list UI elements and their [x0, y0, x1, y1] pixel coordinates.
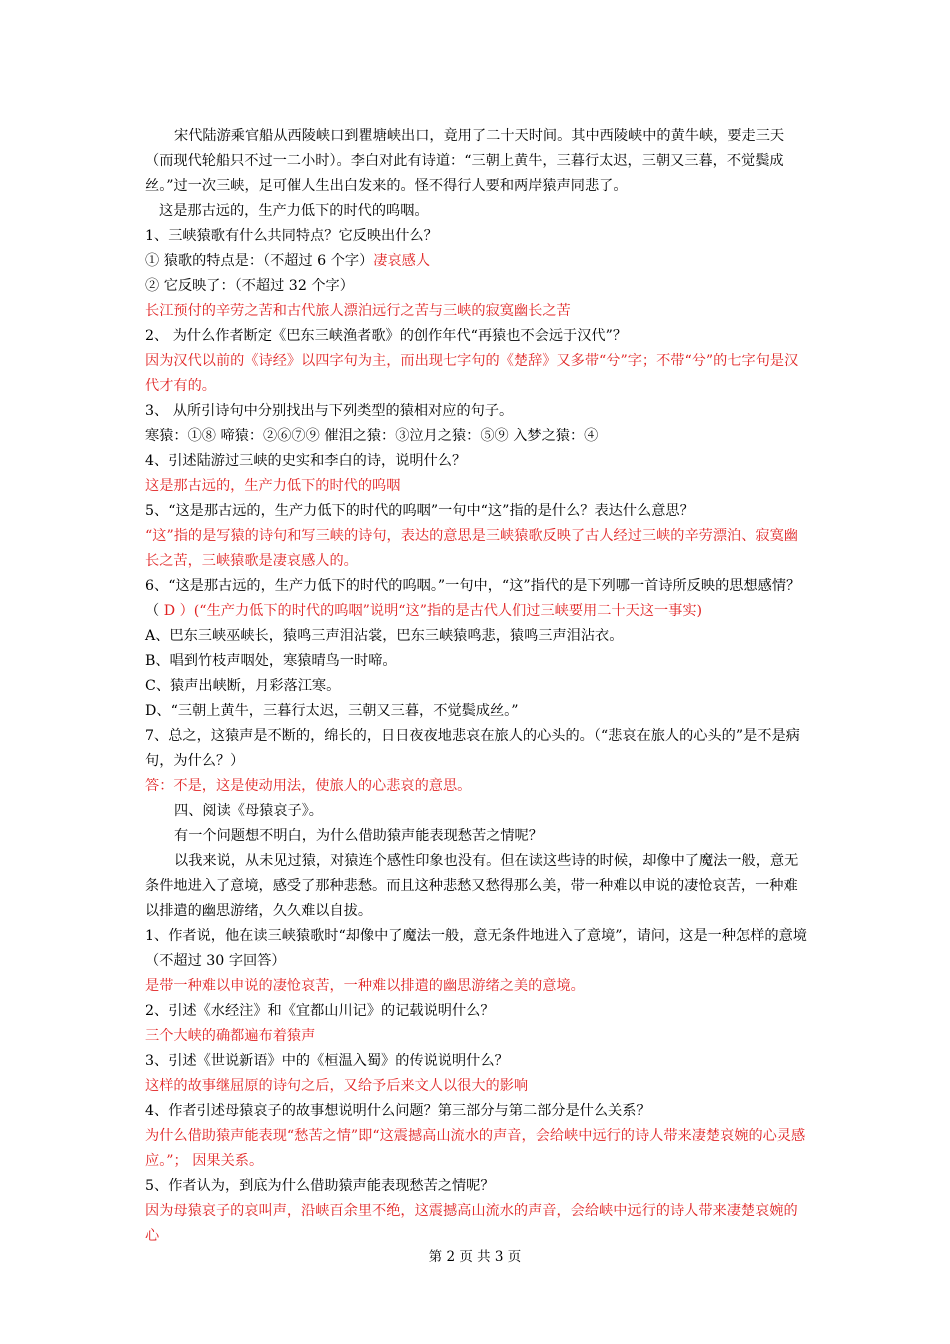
- question-5b: 5、作者认为，到底为什么借助猿声能表现愁苦之情呢？: [145, 1178, 495, 1194]
- answer-text: 因为汉代以前的《诗经》以四字句为主，而出现七字句的《楚辞》又多带“兮”字；不带“兮”的七字句是汉代才有的。: [145, 353, 799, 394]
- answer-text: 这是那古远的，生产力低下的时代的呜咽: [145, 478, 401, 494]
- paragraph: 以我来说，从未见过猿，对猿连个感性印象也没有。但在读这些诗的时候，却像中了魔法一般，意无条件地进入了意境，感受了那种悲愁。而且这种悲愁又愁得那么美，带一种难以申说的凄怆哀苦，一种难以排遣的幽思游绪，久久难以自拔。: [145, 853, 799, 919]
- option-a: A、巴东三峡巫峡长，猿鸣三声泪沾裳，巴东三峡猿鸣悲，猿鸣三声泪沾衣。: [145, 628, 624, 644]
- question-7: 7、总之，这猿声是不断的，绵长的，日日夜夜地悲哀在旅人的心头的。（“悲哀在旅人的心头的”是不是病句，为什么？）: [145, 728, 800, 769]
- answer-line: 寒猿：①⑧ 啼猿：②⑥⑦⑨ 催泪之猿：③泣月之猿：⑤⑨ 入梦之猿：④: [145, 428, 599, 444]
- answer-text: 长江预付的辛劳之苦和古代旅人漂泊远行之苦与三峡的寂寞幽长之苦: [145, 303, 571, 319]
- option-b: B、唱到竹枝声咽处，寒猿晴鸟一时啼。: [145, 653, 397, 669]
- question-3b: 3、引述《世说新语》中的《桓温入蜀》的传说说明什么？: [145, 1053, 509, 1069]
- question-4: 4、引述陆游过三峡的史实和李白的诗，说明什么？: [145, 453, 467, 469]
- question-1b: 1、作者说，他在读三峡猿歌时“却像中了魔法一般，意无条件地进入了意境”，请问，这是一种怎样的意境（不超过 30 字回答）: [145, 928, 807, 969]
- option-d: D、“三朝上黄牛，三暮行太迟，三朝又三暮，不觉鬓成丝。”: [145, 703, 519, 719]
- question-text: ① 猿歌的特点是：（不超过 6 个字）: [145, 253, 374, 269]
- answer-text: D ）(“生产力低下的时代的呜咽”说明“这”指的是古代人们过三峡要用二十天这一事实): [163, 603, 703, 619]
- sub-question: [145, 249, 810, 274]
- paragraph: 有一个问题想不明白，为什么借助猿声能表现愁苦之情呢？: [174, 828, 543, 844]
- question-3: 3、 从所引诗句中分别找出与下列类型的猿相对应的句子。: [145, 403, 514, 419]
- paragraph: 这是那古远的，生产力低下的时代的呜咽。: [159, 203, 429, 219]
- answer-line: [145, 599, 810, 624]
- sub-question: ② 它反映了：（不超过 32 个字）: [145, 278, 354, 294]
- answer-text: 是带一种难以申说的凄怆哀苦，一种难以排遣的幽思游绪之美的意境。: [145, 978, 585, 994]
- paragraph: 宋代陆游乘官船从西陵峡口到瞿塘峡出口，竟用了二十天时间。其中西陵峡中的黄牛峡，要走三天（而现代轮船只不过一二小时）。李白对此有诗道：“三朝上黄牛，三暮行太迟，三朝又三暮，不觉鬓成丝。”过一次三峡，足可催人生出白发来的。怪不得行人要和两岸猿声同悲了。: [145, 128, 785, 194]
- question-2: 2、 为什么作者断定《巴东三峡渔者歌》的创作年代“再猿也不会远于汉代”？: [145, 328, 628, 344]
- answer-text: 这样的故事继屈原的诗句之后，又给予后来文人以很大的影响: [145, 1078, 529, 1094]
- bracket-text: （: [145, 603, 164, 619]
- answer-text: 为什么借助猿声能表现“愁苦之情”即“这震撼高山流水的声音，会给峡中远行的诗人带来凄楚哀婉的心灵感应。”； 因果关系。: [145, 1128, 806, 1169]
- answer-text: 答：不是，这是使动用法，使旅人的心悲哀的意思。: [145, 778, 472, 794]
- question-5: 5、“这是那古远的，生产力低下的时代的呜咽”一句中“这”指的是什么？表达什么意思？: [145, 503, 694, 519]
- question-6: 6、“这是那古远的，生产力低下的时代的呜咽。”一句中，“这”指代的是下列哪一首诗所反映的思想感情？: [145, 578, 801, 594]
- document-body: [145, 124, 810, 1249]
- question-1: 1、三峡猿歌有什么共同特点？它反映出什么？: [145, 228, 438, 244]
- answer-text: “这”指的是写猿的诗句和写三峡的诗句，表达的意思是三峡猿歌反映了古人经过三峡的辛劳漂泊、寂寞幽长之苦，三峡猿歌是凄哀感人的。: [145, 528, 798, 569]
- question-4b: 4、作者引述母猿哀子的故事想说明什么问题？第三部分与第二部分是什么关系？: [145, 1103, 651, 1119]
- answer-text: 因为母猿哀子的哀叫声，沿峡百余里不绝，这震撼高山流水的声音，会给峡中远行的诗人带来凄楚哀婉的心: [145, 1203, 798, 1244]
- answer-text: 凄哀感人: [373, 253, 431, 269]
- section-heading: 四、阅读《母猿哀子》。: [174, 803, 323, 819]
- option-c: C、猿声出峡断，月彩落江寒。: [145, 678, 341, 694]
- answer-text: 三个大峡的确都遍布着猿声: [145, 1028, 316, 1044]
- page-number-footer: 第 2 页 共 3 页: [428, 1249, 522, 1265]
- question-2b: 2、引述《水经注》和《宜都山川记》的记载说明什么？: [145, 1003, 495, 1019]
